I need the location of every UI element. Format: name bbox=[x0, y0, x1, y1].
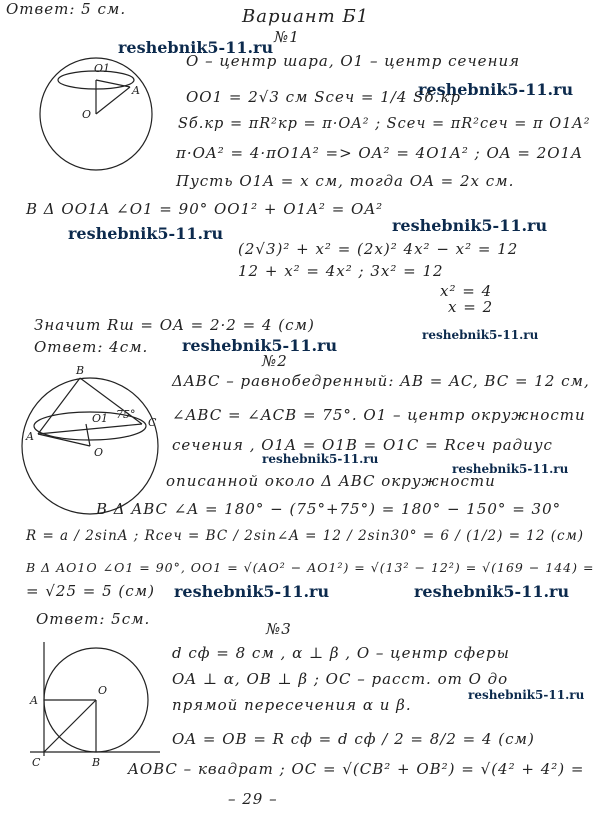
task2-line: сечения , O1A = O1B = O1C = Rсеч радиус bbox=[172, 436, 553, 454]
task3-line: OA ⊥ α, OB ⊥ β ; OC – расст. от O до bbox=[172, 670, 509, 688]
task3-line: прямой пересечения α и β. bbox=[172, 696, 412, 714]
task1-line: x = 2 bbox=[448, 298, 494, 316]
watermark: reshebnik5-11.ru bbox=[392, 216, 548, 235]
fig3-label-c: C bbox=[32, 756, 41, 769]
task2-line: ∠ABC = ∠ACB = 75°. O1 – центр окружности bbox=[172, 406, 586, 424]
task1-line: В Δ OO1A ∠O1 = 90° OO1² + O1A² = OA² bbox=[26, 200, 384, 218]
fig2-label-b: B bbox=[76, 364, 85, 377]
task1-line: Пусть O1A = x см, тогда OA = 2x см. bbox=[176, 172, 515, 190]
task2-answer: Ответ: 5см. bbox=[36, 610, 151, 628]
task2-line: В Δ AO1O ∠O1 = 90°, OO1 = √(AO² − AO1²) = √(13² − 12²) = √(169 − 144) = bbox=[26, 560, 595, 575]
task2-line: ΔABC – равнобедренный: AB = AC, BC = 12 см, bbox=[172, 372, 590, 390]
sphere-figure-3 bbox=[24, 640, 164, 770]
watermark: reshebnik5-11.ru bbox=[118, 38, 274, 57]
watermark: reshebnik5-11.ru bbox=[452, 462, 569, 476]
watermark: reshebnik5-11.ru bbox=[262, 452, 379, 466]
task1-line: x² = 4 bbox=[440, 282, 493, 300]
fig2-label-a: A bbox=[26, 430, 34, 443]
previous-answer: Ответ: 5 см. bbox=[6, 0, 127, 18]
sphere-figure-1 bbox=[34, 52, 174, 182]
watermark: reshebnik5-11.ru bbox=[174, 582, 330, 601]
fig3-label-a: A bbox=[30, 694, 38, 707]
fig3-label-b: B bbox=[92, 756, 101, 769]
task1-line: π·OA² = 4·πO1A² => OA² = 4O1A² ; OA = 2O1A bbox=[176, 144, 583, 162]
task2-line: = √25 = 5 (см) bbox=[26, 582, 155, 600]
fig1-label-o: O bbox=[82, 108, 92, 121]
watermark: reshebnik5-11.ru bbox=[418, 80, 574, 99]
fig2-label-c: C bbox=[148, 416, 157, 429]
watermark: reshebnik5-11.ru bbox=[414, 582, 570, 601]
variant-title: Вариант Б1 bbox=[242, 6, 370, 27]
sphere-figure-2 bbox=[16, 366, 176, 516]
watermark: reshebnik5-11.ru bbox=[468, 688, 585, 702]
task3-line: d сф = 8 см , α ⊥ β , O – центр сферы bbox=[172, 644, 510, 662]
fig3-label-o: O bbox=[98, 684, 108, 697]
page-number: – 29 – bbox=[228, 790, 278, 808]
fig2-label-o1: O1 bbox=[92, 412, 109, 425]
task1-number: №1 bbox=[274, 28, 300, 46]
task2-line: В Δ ABC ∠A = 180° − (75°+75°) = 180° − 150° = 30° bbox=[96, 500, 562, 518]
task3-line: OA = OB = R сф = d сф / 2 = 8/2 = 4 (см) bbox=[172, 730, 535, 748]
task1-line: O – центр шара, O1 – центр сечения bbox=[186, 52, 521, 70]
task1-line: Значит Rш = OA = 2·2 = 4 (см) bbox=[34, 316, 315, 334]
task1-line: Sб.кр = πR²кр = π·OA² ; Sсеч = πR²сеч = π O1A² bbox=[178, 116, 591, 132]
fig2-label-75: 75° bbox=[116, 408, 136, 421]
task2-number: №2 bbox=[262, 352, 288, 370]
fig2-label-o: O bbox=[94, 446, 104, 459]
watermark: reshebnik5-11.ru bbox=[68, 224, 224, 243]
watermark: reshebnik5-11.ru bbox=[422, 328, 539, 342]
task2-line: R = a / 2sinA ; Rсеч = BC / 2sin∠A = 12 / 2sin30° = 6 / (1/2) = 12 (см) bbox=[26, 528, 585, 544]
task1-line: OO1 = 2√3 см Sсеч = 1/4 Sб.кр bbox=[186, 88, 461, 106]
watermark: reshebnik5-11.ru bbox=[182, 336, 338, 355]
fig1-label-o1: O1 bbox=[94, 62, 111, 75]
task3-number: №3 bbox=[266, 620, 292, 638]
task3-line: AOBC – квадрат ; OC = √(CB² + OB²) = √(4² + 4²) = bbox=[128, 760, 585, 778]
task1-line: 12 + x² = 4x² ; 3x² = 12 bbox=[238, 262, 444, 280]
fig1-label-a: A bbox=[132, 84, 140, 97]
task2-line: описанной около Δ ABC окружности bbox=[166, 472, 496, 490]
task1-line: (2√3)² + x² = (2x)² 4x² − x² = 12 bbox=[238, 240, 519, 258]
task1-answer: Ответ: 4см. bbox=[34, 338, 149, 356]
